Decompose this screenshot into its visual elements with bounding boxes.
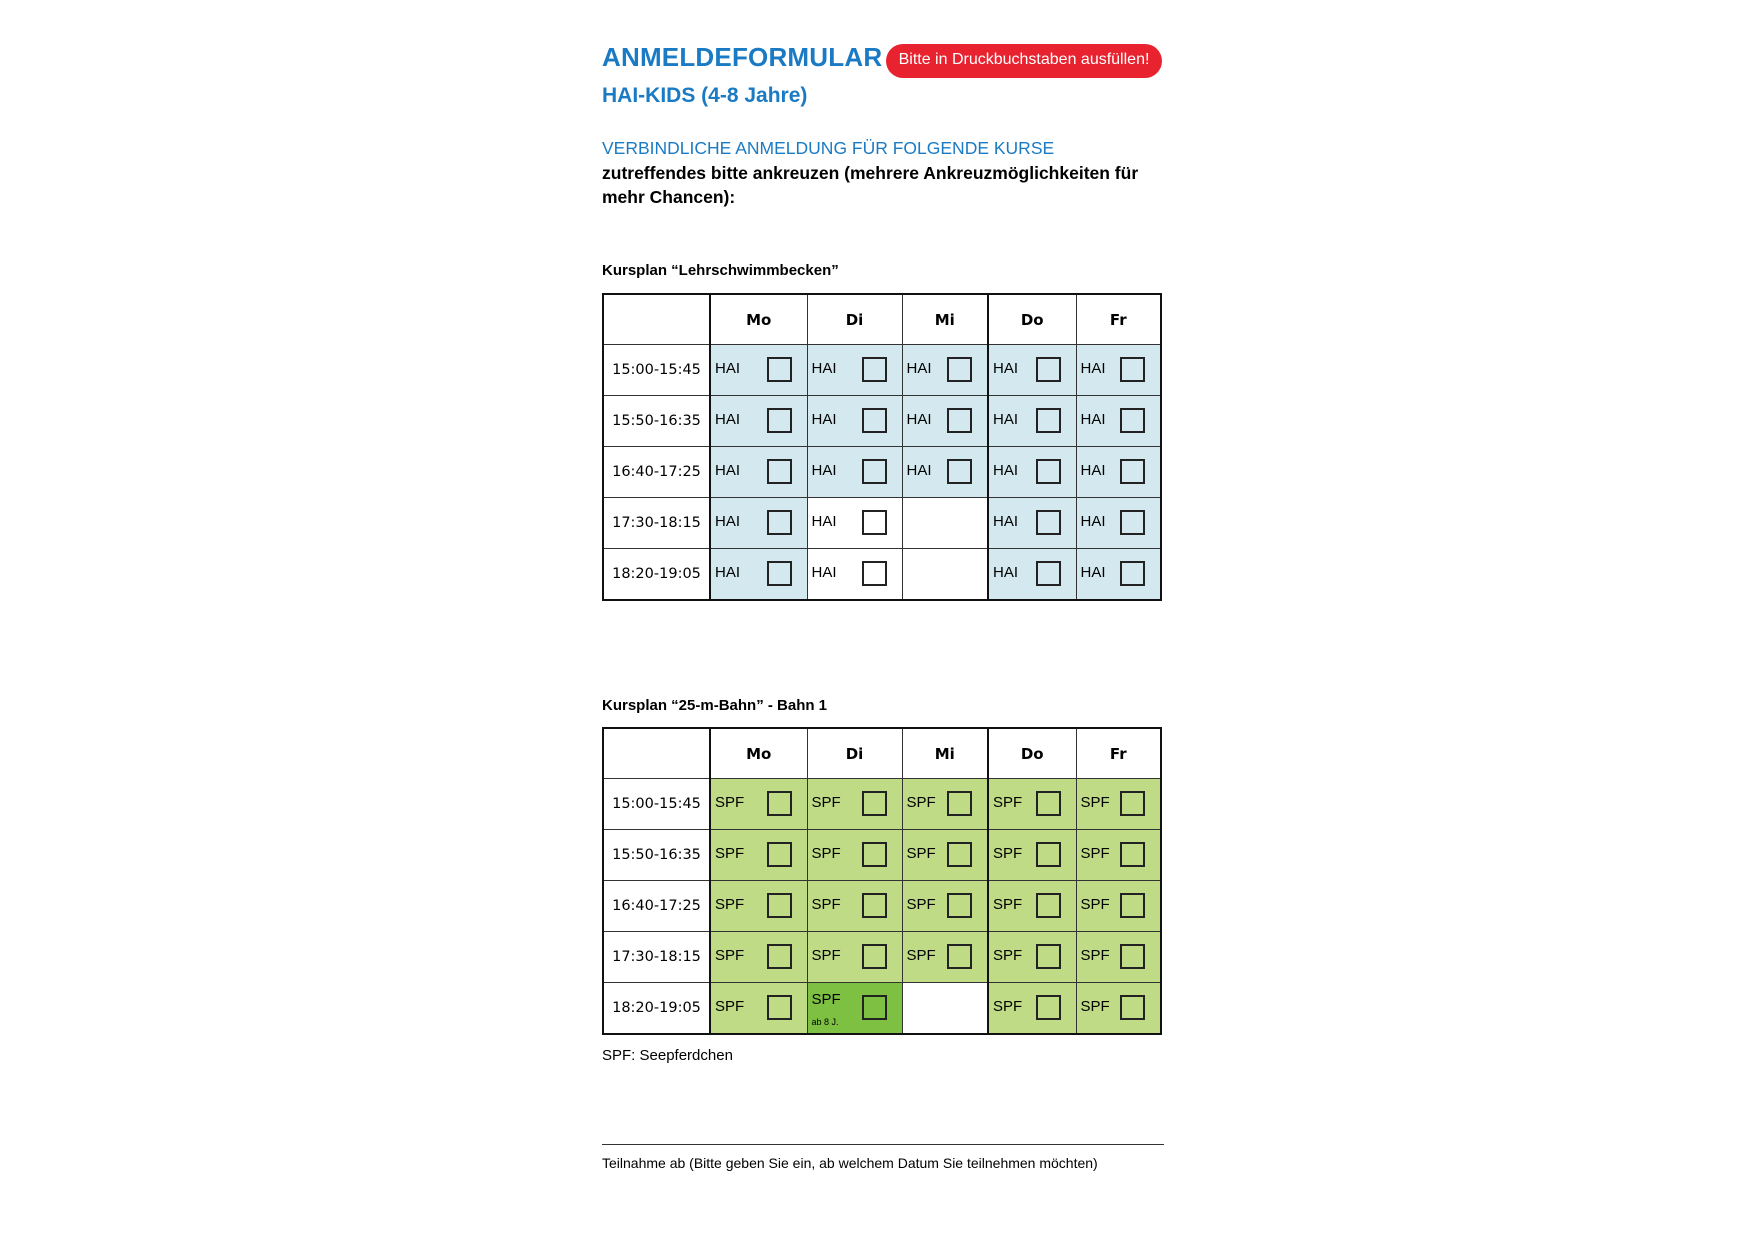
course-cell [807,498,902,549]
course-cell [710,779,807,830]
course-checkbox[interactable] [862,944,887,969]
course-cell-content [711,830,807,880]
table-header-row [603,294,1161,345]
course-cell-content [1077,345,1161,395]
course-cell [902,779,988,830]
course-code: HAI [715,513,741,530]
course-cell [988,396,1076,447]
day-header-3: Do [988,728,1076,779]
course-cell-content [808,498,902,548]
course-cell-content [808,983,902,1033]
course-code: SPF [811,947,841,964]
course-cell-content [1077,932,1161,982]
course-checkbox[interactable] [767,791,792,816]
course-code: SPF [811,991,841,1008]
course-cell-content [1077,447,1161,497]
course-cell-content [903,396,988,446]
course-code: SPF [906,947,936,964]
course-code: SPF [1080,998,1110,1015]
day-header-2: Mi [902,728,988,779]
header-corner-cell [603,728,710,779]
course-checkbox[interactable] [1120,995,1145,1020]
course-cell-content [989,396,1076,446]
course-checkbox[interactable] [862,510,887,535]
course-code: SPF [993,947,1023,964]
course-checkbox[interactable] [1036,893,1061,918]
course-cell [902,447,988,498]
day-header-0: Mo [710,294,807,345]
course-cell [902,830,988,881]
course-cell-content [711,881,807,931]
course-cell-content [989,498,1076,548]
course-code: SPF [1080,794,1110,811]
table-row [603,983,1161,1035]
course-cell [807,983,902,1035]
course-cell [710,498,807,549]
course-cell-content [711,498,807,548]
course-code: SPF [993,845,1023,862]
course-cell [902,881,988,932]
course-cell [988,932,1076,983]
plan-label-25m-bahn: Kursplan “25-m-Bahn” - Bahn 1 [602,697,828,714]
course-code: HAI [993,360,1019,377]
course-cell-content [711,447,807,497]
course-cell [1076,549,1161,601]
course-cell [1076,932,1161,983]
course-code: SPF [993,998,1023,1015]
course-checkbox[interactable] [1036,510,1061,535]
course-cell [1076,345,1161,396]
course-cell [807,830,902,881]
table-row [603,881,1161,932]
course-checkbox[interactable] [947,893,972,918]
course-checkbox[interactable] [862,357,887,382]
course-cell [988,983,1076,1035]
print-instruction-badge: Bitte in Druckbuchstaben ausfüllen! [886,44,1162,78]
table-row [603,345,1161,396]
schedule-table-25m-bahn [602,727,1162,1035]
course-code: SPF [715,998,745,1015]
course-checkbox[interactable] [767,842,792,867]
day-header-1: Di [807,728,902,779]
course-checkbox[interactable] [862,459,887,484]
course-cell [1076,881,1161,932]
course-cell-content [989,345,1076,395]
course-cell [710,830,807,881]
course-cell-content [808,932,902,982]
course-code: HAI [811,564,837,581]
course-code: SPF [993,794,1023,811]
course-cell-content [808,549,902,599]
course-code: SPF [906,896,936,913]
day-header-4: Fr [1076,728,1161,779]
course-code: SPF [1080,947,1110,964]
time-slot-label: 18:20-19:05 [603,983,710,1035]
course-cell-content [989,932,1076,982]
course-cell [1076,498,1161,549]
course-cell-content [903,881,988,931]
course-checkbox[interactable] [947,842,972,867]
course-cell-content [711,345,807,395]
time-slot-label: 15:50-16:35 [603,396,710,447]
course-checkbox[interactable] [1036,408,1061,433]
course-cell-content [711,932,807,982]
course-checkbox[interactable] [1120,357,1145,382]
course-checkbox[interactable] [947,791,972,816]
date-entry-line[interactable] [602,1144,1164,1145]
time-slot-label: 17:30-18:15 [603,932,710,983]
course-cell-content [1077,396,1161,446]
course-code: HAI [993,513,1019,530]
course-checkbox[interactable] [1036,561,1061,586]
time-slot-label: 18:20-19:05 [603,549,710,601]
course-cell-content [989,830,1076,880]
course-code: HAI [1080,513,1106,530]
course-cell-content [989,779,1076,829]
time-slot-label: 15:50-16:35 [603,830,710,881]
header-corner-cell [603,294,710,345]
course-cell-content [989,983,1076,1033]
time-slot-label: 16:40-17:25 [603,447,710,498]
course-checkbox[interactable] [767,893,792,918]
course-checkbox[interactable] [862,842,887,867]
course-checkbox[interactable] [862,995,887,1020]
course-cell [710,447,807,498]
course-code: HAI [811,513,837,530]
course-cell-content [989,447,1076,497]
course-code: SPF [1080,896,1110,913]
instruction-text: zutreffendes bitte ankreuzen (mehrere Ankreuzmöglichkeiten für mehr Chancen): [602,163,1139,207]
time-slot-label: 17:30-18:15 [603,498,710,549]
course-code: HAI [993,564,1019,581]
course-code: HAI [715,564,741,581]
course-cell [988,881,1076,932]
course-checkbox[interactable] [767,995,792,1020]
course-code: HAI [993,411,1019,428]
course-checkbox[interactable] [767,944,792,969]
course-cell-content [903,779,988,829]
course-cell-content [808,779,902,829]
course-checkbox[interactable] [947,944,972,969]
course-cell [807,779,902,830]
course-code: SPF [906,845,936,862]
course-checkbox[interactable] [1120,944,1145,969]
course-cell [902,396,988,447]
course-checkbox[interactable] [1036,791,1061,816]
time-slot-label: 15:00-15:45 [603,779,710,830]
course-code: SPF [811,794,841,811]
course-cell-content [903,447,988,497]
course-cell-content [711,396,807,446]
course-checkbox[interactable] [767,459,792,484]
plan-label-lehrschwimmbecken: Kursplan “Lehrschwimmbecken” [602,262,839,279]
course-cell-content [1077,498,1161,548]
course-cell-content [1077,549,1161,599]
course-cell [1076,447,1161,498]
course-cell [1076,396,1161,447]
course-checkbox[interactable] [1036,944,1061,969]
course-cell-content [1077,983,1161,1033]
course-cell-content [711,983,807,1033]
course-code: SPF [715,947,745,964]
course-cell [807,881,902,932]
table-row [603,779,1161,830]
course-cell [710,932,807,983]
course-cell [710,345,807,396]
course-checkbox[interactable] [1036,357,1061,382]
course-checkbox[interactable] [862,791,887,816]
day-header-4: Fr [1076,294,1161,345]
course-cell-unavailable [902,549,988,601]
course-code: HAI [811,462,837,479]
course-code: HAI [811,360,837,377]
course-checkbox[interactable] [1120,791,1145,816]
course-cell-content [808,830,902,880]
table-row [603,549,1161,601]
course-cell-content [808,396,902,446]
course-cell [807,345,902,396]
form-title: ANMELDEFORMULAR [602,42,883,72]
course-cell-content [1077,830,1161,880]
course-code: SPF [906,794,936,811]
course-checkbox[interactable] [767,510,792,535]
table-row [603,396,1161,447]
course-code: HAI [1080,360,1106,377]
form-subtitle: HAI-KIDS (4-8 Jahre) [602,84,808,107]
course-checkbox[interactable] [1120,893,1145,918]
course-checkbox[interactable] [767,357,792,382]
course-checkbox[interactable] [767,408,792,433]
course-checkbox[interactable] [1120,842,1145,867]
participation-label: Teilnahme ab (Bitte geben Sie ein, ab welchem Datum Sie teilnehmen möchten) [602,1155,1098,1171]
course-cell-content [808,345,902,395]
table-header-row [603,728,1161,779]
course-code: SPF [715,896,745,913]
course-code: SPF [993,896,1023,913]
course-checkbox[interactable] [1120,561,1145,586]
course-code: HAI [1080,462,1106,479]
course-code: SPF [1080,845,1110,862]
course-code: SPF [811,896,841,913]
course-cell [807,396,902,447]
course-cell-content [903,932,988,982]
age-note: ab 8 J. [811,1017,839,1027]
course-cell-unavailable [902,498,988,549]
course-cell-content [903,345,988,395]
course-cell [710,396,807,447]
course-checkbox[interactable] [1120,408,1145,433]
course-cell [710,881,807,932]
course-checkbox[interactable] [862,408,887,433]
course-checkbox[interactable] [862,561,887,586]
course-code: HAI [1080,564,1106,581]
course-checkbox[interactable] [1120,459,1145,484]
course-cell [902,932,988,983]
course-checkbox[interactable] [1036,842,1061,867]
course-checkbox[interactable] [1036,459,1061,484]
course-cell-unavailable [902,983,988,1035]
course-code: HAI [993,462,1019,479]
course-cell [988,779,1076,830]
section-heading: VERBINDLICHE ANMELDUNG FÜR FOLGENDE KURSE [602,138,1055,158]
course-code: HAI [715,462,741,479]
day-header-3: Do [988,294,1076,345]
course-code: HAI [906,411,932,428]
table-row [603,498,1161,549]
day-header-0: Mo [710,728,807,779]
course-checkbox[interactable] [1120,510,1145,535]
course-code: HAI [811,411,837,428]
course-cell [988,447,1076,498]
course-code: HAI [715,411,741,428]
course-code: HAI [906,462,932,479]
course-cell-content [808,881,902,931]
schedule-table-lehrschwimmbecken [602,293,1162,601]
course-cell-content [903,830,988,880]
course-cell-content [989,549,1076,599]
course-cell-content [711,549,807,599]
course-cell [988,498,1076,549]
course-checkbox[interactable] [767,561,792,586]
course-checkbox[interactable] [862,893,887,918]
course-cell [807,549,902,601]
course-cell [807,447,902,498]
course-cell [988,549,1076,601]
course-cell [988,345,1076,396]
course-cell [902,345,988,396]
legend-text: SPF: Seepferdchen [602,1047,733,1064]
table-row [603,932,1161,983]
course-cell [1076,779,1161,830]
time-slot-label: 15:00-15:45 [603,345,710,396]
time-slot-label: 16:40-17:25 [603,881,710,932]
course-cell-content [711,779,807,829]
course-cell-content [1077,881,1161,931]
course-checkbox[interactable] [947,408,972,433]
course-cell-content [808,447,902,497]
course-cell [1076,983,1161,1035]
course-cell-content [989,881,1076,931]
course-cell [710,549,807,601]
course-checkbox[interactable] [947,357,972,382]
course-code: SPF [715,845,745,862]
course-code: SPF [811,845,841,862]
course-code: HAI [715,360,741,377]
course-checkbox[interactable] [1036,995,1061,1020]
table-row [603,830,1161,881]
course-cell [807,932,902,983]
course-cell [1076,830,1161,881]
course-checkbox[interactable] [947,459,972,484]
table-row [603,447,1161,498]
course-cell [988,830,1076,881]
course-code: SPF [715,794,745,811]
course-code: HAI [906,360,932,377]
course-code: HAI [1080,411,1106,428]
course-cell [710,983,807,1035]
day-header-2: Mi [902,294,988,345]
course-cell-content [1077,779,1161,829]
day-header-1: Di [807,294,902,345]
